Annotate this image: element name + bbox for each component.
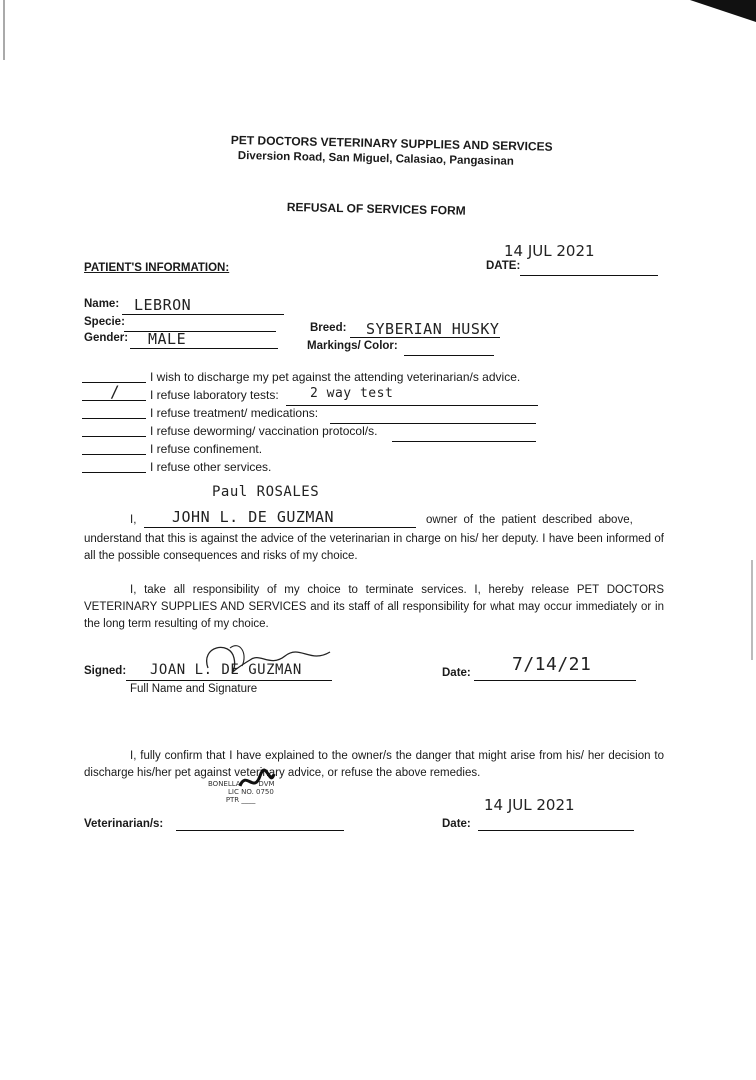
option-detail-line [286, 405, 538, 406]
full-name-caption: Full Name and Signature [130, 683, 258, 695]
signed-date: 7/14/21 [512, 654, 592, 675]
vet-stamp-line: DVM [258, 780, 275, 788]
company-name: PET DOCTORS VETERINARY SUPPLIES AND SERVICES [230, 133, 553, 154]
statement-rest: owner of the patient described above, [426, 514, 633, 526]
option-blank [82, 472, 146, 473]
option-item: I refuse confinement. [150, 442, 263, 456]
breed-value: SYBERIAN HUSKY [366, 320, 500, 338]
vet-line [176, 830, 344, 831]
signed-date-label: Date: [442, 667, 471, 679]
breed-label: Breed: [310, 322, 347, 334]
vet-date-line [478, 830, 634, 831]
date-stamp: 14 JUL 2021 [504, 242, 595, 260]
option-blank [82, 436, 146, 437]
signed-label: Signed: [84, 665, 127, 677]
vet-date-label: Date: [442, 818, 471, 830]
vet-stamp: BONELLA DVM LIC NO. 0750 PTR ____ [208, 780, 275, 804]
option-item: I refuse other services. [150, 460, 272, 474]
owner-note: Paul ROSALES [212, 484, 320, 500]
signed-name: JOAN L. DE GUZMAN [150, 662, 302, 678]
option-item: I refuse laboratory tests: [150, 388, 279, 402]
company-address: Diversion Road, San Miguel, Calasiao, Pangasinan [237, 150, 515, 168]
gender-line [130, 348, 278, 349]
markings-line [404, 355, 494, 356]
name-value: LEBRON [134, 296, 192, 314]
release-paragraph: I, take all responsibility of my choice to terminate services. I, hereby release PET DOCTORS VETERINARY SUPPLIES AND SERVICES and its staff of all responsibility for what may occur immediately or in the long term resulting of my choice. [84, 584, 664, 630]
confirm-paragraph: I, fully confirm that I have explained to the owner/s the danger that might arise from his/ her decision to discharge his/her pet against veterinary advice, or refuse the above remedies. [84, 750, 664, 779]
vet-signature [236, 766, 276, 796]
patient-section-title: PATIENT'S INFORMATION: [84, 262, 230, 274]
date-label: DATE: [486, 260, 521, 272]
specie-label: Specie: [84, 316, 125, 328]
vet-stamp-line: BONELLA [208, 780, 241, 788]
option-item: I refuse deworming/ vaccination protocol/s. [150, 424, 378, 438]
signed-line [126, 680, 332, 681]
markings-label: Markings/ Color: [307, 340, 398, 352]
vet-date-stamp: 14 JUL 2021 [484, 796, 575, 814]
option-blank [82, 418, 146, 419]
owner-name: JOHN L. DE GUZMAN [172, 508, 335, 526]
option-detail-line [392, 441, 536, 442]
gender-label: Gender: [84, 332, 129, 344]
statement-paragraph: understand that this is against the advice of the veterinarian in charge on his/ her deputy. I have been informed of all the possible consequences and risks of my choice. [84, 533, 664, 562]
name-label: Name: [84, 298, 120, 310]
vet-label: Veterinarian/s: [84, 818, 164, 830]
form-title: REFUSAL OF SERVICES FORM [286, 200, 466, 218]
date-line [520, 275, 658, 276]
gender-value: MALE [148, 330, 187, 348]
signed-date-line [474, 680, 636, 681]
option-item: I wish to discharge my pet against the attending veterinarian/s advice. [150, 370, 521, 384]
owner-name-line [144, 527, 416, 528]
option-item: I refuse treatment/ medications: [150, 406, 319, 420]
name-line [122, 314, 284, 315]
vet-stamp-line: PTR [225, 796, 240, 804]
specie-line [124, 331, 276, 332]
vet-stamp-line: LIC NO. 0750 [228, 788, 274, 796]
option-detail: 2 way test [310, 386, 394, 401]
i-label: I, [130, 514, 137, 526]
option-mark: / [110, 382, 121, 401]
option-blank [82, 454, 146, 455]
